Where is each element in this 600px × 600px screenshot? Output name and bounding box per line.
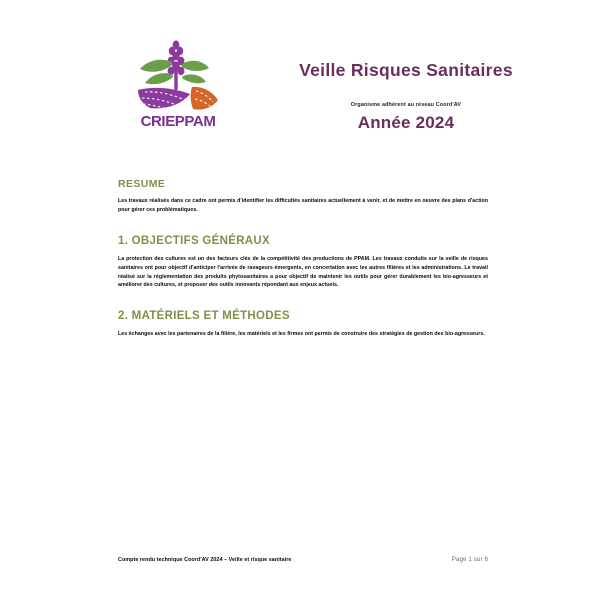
section-paragraph-objectifs-generaux: La protection des cultures est un des facteurs clés de la compétitivité des productions de PPAM. Les travaux conduits sur la veille de risques sanitaires ont pour objectif d'anticiper l'arrivée de ravageurs émergents, en concertation avec les autres filières et les administrations. Le travail réalisé sur la réglementation des produits phytosanitaires a pour objectif de maintenir les outils pour gérer durablement les bio-agresseurs et améliorer des cultures, et proposer des outils innovants répondant aux enjeux actuels. xyxy=(118,256,488,289)
section-heading-resume: RESUME xyxy=(118,178,166,190)
section-paragraph-resume: Les travaux réalisés dans ce cadre ont permis d'identifier les difficultés sanitaires actuellement à venir, et de mettre en oeuvre des plans d'action pour gérer ces problématiques. xyxy=(118,198,488,213)
section-objectifs-generaux xyxy=(118,235,488,290)
document-subtitle: Organisme adhérent au réseau Coord'AV xyxy=(350,101,462,108)
crieppam-logo-text: CRIEPPAM xyxy=(140,113,216,130)
section-heading-objectifs-generaux: 1. OBJECTIFS GÉNÉRAUX xyxy=(118,235,270,248)
section-paragraph-materiels-et-methodes: Les échanges avec les partenaires de la filière, les matériels et les firmes ont permis de construire des stratégies de gestion des bio-agresseurs. xyxy=(118,330,485,337)
section-resume xyxy=(118,178,488,214)
document-year: Année 2024 xyxy=(357,112,455,132)
document-header xyxy=(0,0,600,168)
document-title: Veille Risques Sanitaires xyxy=(299,60,513,80)
section-spacer xyxy=(118,214,488,235)
footer-document-reference: Compte rendu technique Coord'AV 2024 – Veille et risque sanitaire xyxy=(118,557,292,563)
crieppam-logo xyxy=(126,38,230,130)
footer-page-number: Page 1 sur 6 xyxy=(451,556,488,563)
title-block xyxy=(236,60,576,133)
section-materiels-et-methodes xyxy=(118,310,488,339)
document-body xyxy=(118,178,488,339)
section-heading-materiels-et-methodes: 2. MATÉRIELS ET MÉTHODES xyxy=(118,309,290,322)
document-footer xyxy=(118,556,488,563)
section-spacer xyxy=(118,290,488,310)
